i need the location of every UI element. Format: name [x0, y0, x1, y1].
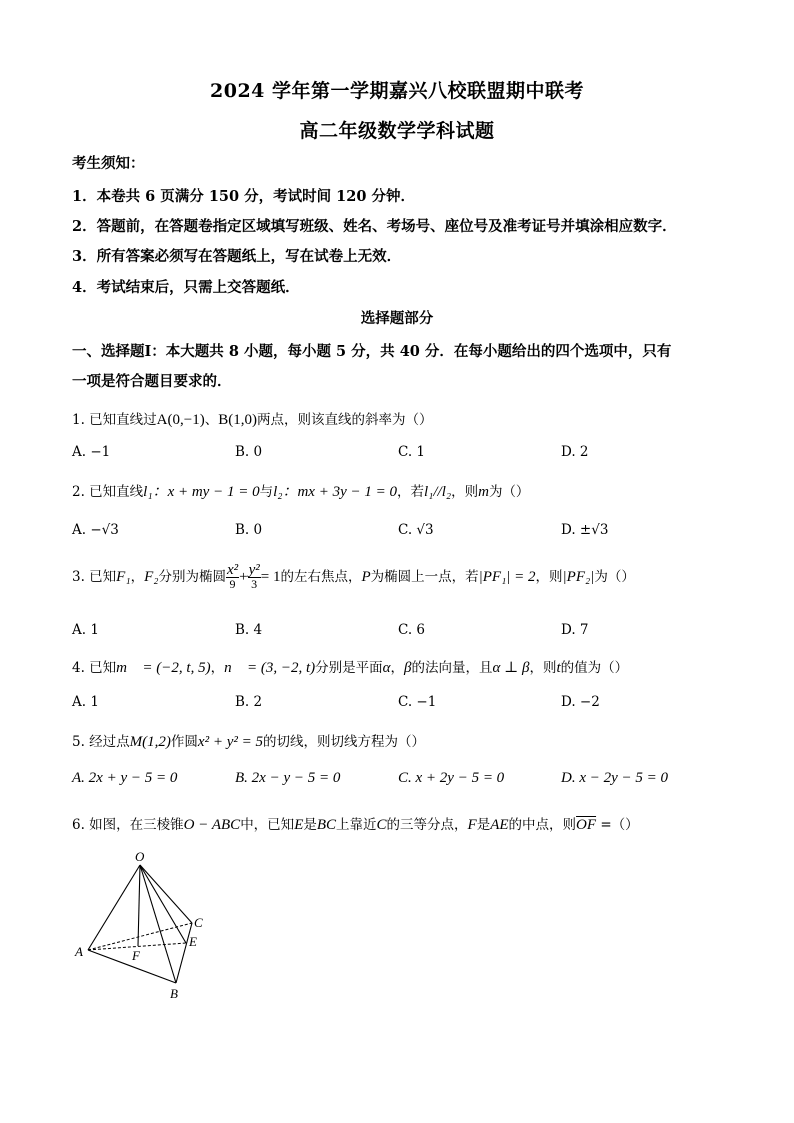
q2-var: m [478, 484, 489, 500]
notice-item-2: 2．答题前，在答题卷指定区域填写班级、姓名、考场号、座位号及准考证号并填涂相应数字． [72, 218, 677, 235]
edge-ob [140, 865, 176, 983]
q3-pf1: |PF₁| = 2 [478, 569, 536, 585]
q1-option-a: A. −1 [72, 444, 111, 460]
notice-heading: 考生须知： [72, 155, 145, 172]
q2-then: ，则 [451, 484, 479, 500]
q3-mid: 分别为椭圆 [158, 569, 226, 585]
q1-option-c: C. 1 [398, 444, 426, 460]
q3-f2: F₂ [144, 569, 159, 585]
q3-fraction-y [248, 564, 261, 591]
q5-mid: 作圆 [170, 734, 198, 750]
q4-mid2: 的法向量，且 [411, 660, 493, 676]
label-c: C [194, 915, 203, 930]
q6-bc: BC [316, 817, 337, 833]
q3-plus: + [239, 569, 248, 585]
q2-l2: l₂： [273, 484, 298, 500]
q3-frac1-den: 9 [229, 577, 236, 591]
q6-mid: 中，已知 [240, 817, 295, 833]
q5-prefix: 5. 经过点 [72, 734, 130, 750]
segment-oe [140, 865, 186, 943]
q3-suffix: 为（） [594, 569, 635, 585]
tetrahedron-figure [72, 845, 232, 1005]
q6-e: E [294, 817, 304, 833]
notice-item-1: 1．本卷共 6 页满分 150 分，考试时间 120 分钟． [72, 188, 415, 205]
q5-circle: x² + y² = 5 [197, 734, 263, 750]
q3-p: P [361, 569, 371, 585]
q4-option-c: C. −1 [398, 694, 437, 710]
section-title: 选择题部分 [360, 310, 434, 327]
q4-m-vector: m⃗ = (−2, t, 5) [116, 660, 211, 676]
label-a: A [75, 944, 83, 959]
q1-option-b: B. 0 [235, 444, 263, 460]
q3-fraction-x [226, 564, 239, 591]
q1-sep: 、 [204, 412, 219, 428]
q6-mid2: 是 [303, 817, 317, 833]
q6-mid6: 的中点，则 [508, 817, 577, 833]
q5-point: M(1,2) [129, 734, 171, 750]
q3-prefix: 3. 已知 [72, 569, 117, 585]
q2-option-a: A. −√3 [72, 522, 119, 538]
q3-mid3: 为椭圆上一点，若 [370, 569, 479, 585]
q6-f: F [467, 817, 477, 833]
segment-of [138, 865, 140, 946]
q6-mid4: 的三等分点， [386, 817, 468, 833]
q4-alpha: α [382, 660, 391, 676]
q4-option-d: D. −2 [561, 694, 600, 710]
q3-mid2: 的左右焦点， [280, 569, 362, 585]
q4-mid: 分别是平面 [315, 660, 383, 676]
q3-f1: F₁ [116, 569, 131, 585]
question-1 [72, 408, 432, 429]
q3-mid4: ，则 [535, 569, 563, 585]
question-3 [72, 564, 635, 591]
q6-prefix: 6. 如图，在三棱锥 [72, 817, 184, 833]
label-b: B [170, 986, 178, 1001]
q1-point-b: B(1,0) [218, 412, 257, 428]
q2-eq2: mx + 3y − 1 = 0 [297, 484, 397, 500]
q3-frac1-num: x² [226, 562, 239, 578]
q2-option-b: B. 0 [235, 522, 263, 538]
q1-prefix: 1. 已知直线过 [72, 412, 157, 428]
q6-pyramid: O − ABC [183, 817, 241, 833]
edge-oc [140, 865, 192, 923]
q3-option-c: C. 6 [398, 622, 426, 638]
q2-l1: l₁： [143, 484, 168, 500]
q3-option-b: B. 4 [235, 622, 263, 638]
q3-frac2-den: 3 [251, 577, 258, 591]
notice-item-3: 3．所有答案必须写在答题纸上，写在试卷上无效． [72, 248, 402, 265]
label-e: E [189, 934, 197, 949]
q6-ae: AE [490, 817, 509, 833]
q6-suffix: =（） [596, 817, 639, 833]
question-2 [72, 480, 529, 501]
q1-suffix: 两点，则该直线的斜率为（） [256, 412, 433, 428]
q4-t: t [556, 660, 561, 676]
q2-eq1: x + my − 1 = 0 [167, 484, 260, 500]
q6-vector-of: $\overline{OF}$ [576, 817, 597, 833]
q4-perp: α ⊥ β [492, 660, 530, 676]
question-5 [72, 730, 425, 751]
q2-parallel: l₁//l₂ [423, 484, 452, 500]
q6-mid3: 上靠近 [336, 817, 377, 833]
q3-option-a: A. 1 [72, 622, 99, 638]
q3-option-d: D. 7 [561, 622, 589, 638]
q3-eq: = 1 [260, 569, 281, 585]
q4-n-vector: n⃗ = (3, −2, t) [224, 660, 316, 676]
edge-bc [176, 923, 192, 983]
q4-mid3: ，则 [529, 660, 557, 676]
q6-mid5: 是 [476, 817, 491, 833]
question-4 [72, 656, 628, 677]
notice-item-4: 4．考试结束后，只需上交答题纸． [72, 279, 300, 296]
q2-mid: 与 [259, 484, 274, 500]
question-6 [72, 813, 639, 834]
q3-frac2-num: y² [248, 562, 260, 578]
q4-option-a: A. 1 [72, 694, 99, 710]
q2-suffix: 为（） [488, 484, 530, 500]
q3-pf2: |PF₂| [562, 569, 595, 585]
exam-subtitle: 高二年级数学学科试题 [299, 120, 495, 142]
q5-suffix: 的切线，则切线方程为（） [262, 734, 425, 750]
exam-title: 2024 学年第一学期嘉兴八校联盟期中联考 [210, 80, 584, 102]
q4-prefix: 4. 已知 [72, 660, 117, 676]
q4-option-b: B. 2 [235, 694, 263, 710]
q4-comma2: ， [390, 660, 405, 676]
label-f: F [132, 948, 140, 963]
q1-option-d: D. 2 [561, 444, 589, 460]
edge-oa [88, 865, 140, 950]
q6-c: C [376, 817, 387, 833]
q3-comma: ， [130, 569, 145, 585]
label-o: O [135, 849, 145, 864]
q5-option-c: C. x + 2y − 5 = 0 [398, 770, 505, 786]
q4-suffix: 的值为（） [560, 660, 629, 676]
q2-option-d: D. ±√3 [561, 522, 609, 538]
q2-prefix: 2. 已知直线 [72, 484, 144, 500]
q1-point-a: A(0,−1) [156, 412, 205, 428]
q2-option-c: C. √3 [398, 522, 434, 538]
q5-option-d: D. x − 2y − 5 = 0 [561, 770, 669, 786]
q4-comma: ， [210, 660, 225, 676]
section-intro-line1: 一、选择题Ⅰ：本大题共 8 小题，每小题 5 分，共 40 分．在每小题给出的四个选项中，只有 [72, 343, 672, 360]
section-intro-line2: 一项是符合题目要求的． [72, 373, 232, 390]
q5-option-a: A. 2x + y − 5 = 0 [72, 770, 178, 786]
q4-beta: β [404, 660, 412, 676]
q2-cond: ，若 [396, 484, 424, 500]
q5-option-b: B. 2x − y − 5 = 0 [235, 770, 341, 786]
